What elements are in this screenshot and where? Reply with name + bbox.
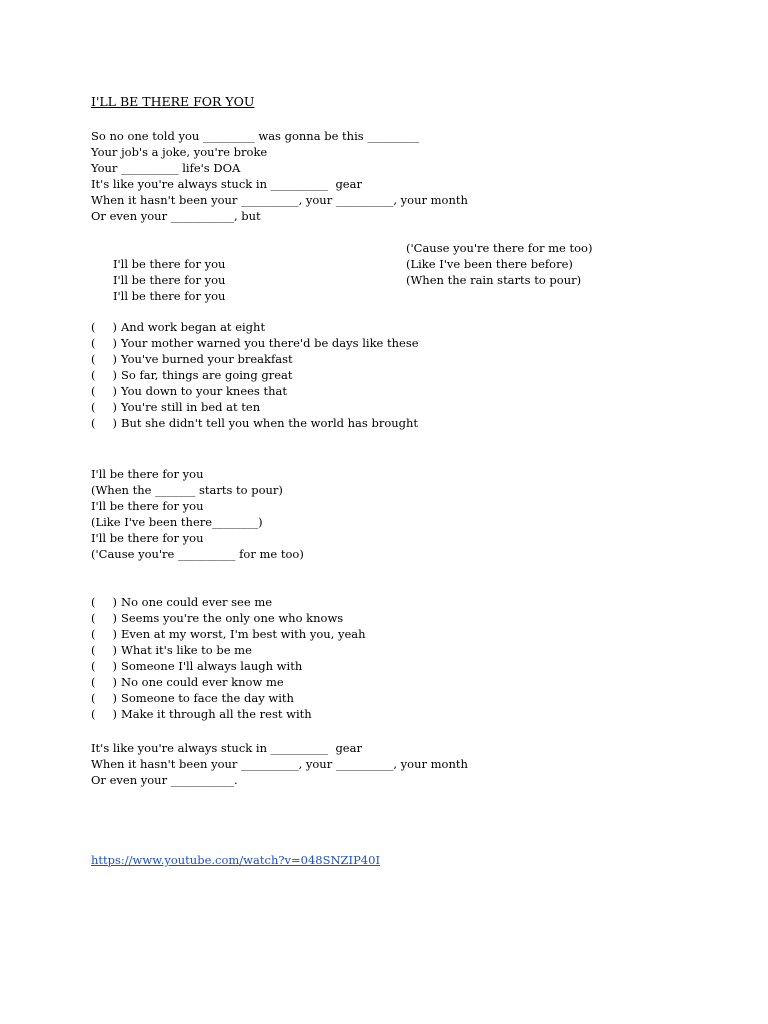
verse-end [91, 740, 711, 788]
order-item [91, 674, 711, 690]
chorus-1 [91, 240, 711, 303]
order-item [91, 383, 711, 399]
link-row [91, 852, 711, 868]
order-item [91, 335, 711, 351]
chorus-left: I'll be there for you [112, 273, 226, 287]
worksheet-page [91, 94, 711, 868]
lyric-line: When it hasn't been your __________, your __________, your month [91, 193, 468, 207]
chorus-right: ('Cause you're there for me too) [406, 241, 593, 255]
order-item-text: So far, things are going great [121, 368, 293, 382]
lyric-line: I'll be there for you [91, 531, 204, 545]
lyric-line: It's like you're always stuck in __________ gear [91, 177, 362, 191]
order-box[interactable]: ( ) [91, 691, 117, 705]
order-item [91, 610, 711, 626]
chorus-left: I'll be there for you [112, 289, 226, 303]
order-item [91, 706, 711, 722]
chorus-right: (Like I've been there before) [406, 257, 573, 271]
order-item-text: But she didn't tell you when the world has brought [121, 416, 419, 430]
order-item-text: No one could ever know me [121, 675, 284, 689]
lyric-line: ('Cause you're __________ for me too) [91, 547, 304, 561]
lyric-line: I'll be there for you [91, 499, 204, 513]
youtube-link[interactable]: https://www.youtube.com/watch?v=048SNZIP40I [91, 853, 380, 867]
order-box[interactable]: ( ) [91, 659, 117, 673]
ordering-exercise-1 [91, 319, 711, 431]
order-box[interactable]: ( ) [91, 352, 117, 366]
order-item-text: You down to your knees that [121, 384, 287, 398]
order-item-text: Even at my worst, I'm best with you, yeah [121, 627, 366, 641]
lyric-line: When it hasn't been your __________, your __________, your month [91, 757, 468, 771]
order-box[interactable]: ( ) [91, 368, 117, 382]
order-item-text: What it's like to be me [121, 643, 252, 657]
order-item [91, 690, 711, 706]
verse-1 [91, 128, 711, 224]
chorus-row [91, 272, 711, 303]
order-box[interactable]: ( ) [91, 643, 117, 657]
lyric-line: Or even your ___________. [91, 773, 238, 787]
order-box[interactable]: ( ) [91, 595, 117, 609]
order-item-text: You're still in bed at ten [121, 400, 261, 414]
lyric-line: I'll be there for you [91, 467, 204, 481]
lyric-line: Your __________ life's DOA [91, 161, 241, 175]
order-item [91, 415, 711, 431]
order-box[interactable]: ( ) [91, 384, 117, 398]
order-item [91, 351, 711, 367]
song-title: I'LL BE THERE FOR YOU [91, 94, 255, 109]
order-item-text: Someone I'll always laugh with [121, 659, 303, 673]
order-item-text: Make it through all the rest with [121, 707, 312, 721]
lyric-line: It's like you're always stuck in __________ gear [91, 741, 362, 755]
lyric-line: So no one told you _________ was gonna be this _________ [91, 129, 420, 143]
order-item-text: Seems you're the only one who knows [121, 611, 344, 625]
order-item [91, 658, 711, 674]
lyric-line: (Like I've been there________) [91, 515, 263, 529]
lyric-line: Or even your ___________, but [91, 209, 261, 223]
order-item-text: Your mother warned you there'd be days like these [121, 336, 419, 350]
order-box[interactable]: ( ) [91, 627, 117, 641]
order-item [91, 642, 711, 658]
order-item [91, 319, 711, 335]
ordering-exercise-2 [91, 594, 711, 722]
order-item-text: No one could ever see me [121, 595, 273, 609]
lyric-line: Your job's a joke, you're broke [91, 145, 268, 159]
chorus-2 [91, 466, 711, 562]
order-item-text: And work began at eight [121, 320, 266, 334]
order-box[interactable]: ( ) [91, 611, 117, 625]
order-box[interactable]: ( ) [91, 320, 117, 334]
order-box[interactable]: ( ) [91, 675, 117, 689]
order-item-text: You've burned your breakfast [121, 352, 293, 366]
chorus-right: (When the rain starts to pour) [406, 273, 582, 287]
order-item-text: Someone to face the day with [121, 691, 294, 705]
order-box[interactable]: ( ) [91, 336, 117, 350]
chorus-left: I'll be there for you [112, 257, 226, 271]
lyric-line: (When the _______ starts to pour) [91, 483, 283, 497]
order-item [91, 594, 711, 610]
order-box[interactable]: ( ) [91, 707, 117, 721]
order-box[interactable]: ( ) [91, 400, 117, 414]
order-item [91, 399, 711, 415]
order-box[interactable]: ( ) [91, 416, 117, 430]
order-item [91, 367, 711, 383]
order-item [91, 626, 711, 642]
